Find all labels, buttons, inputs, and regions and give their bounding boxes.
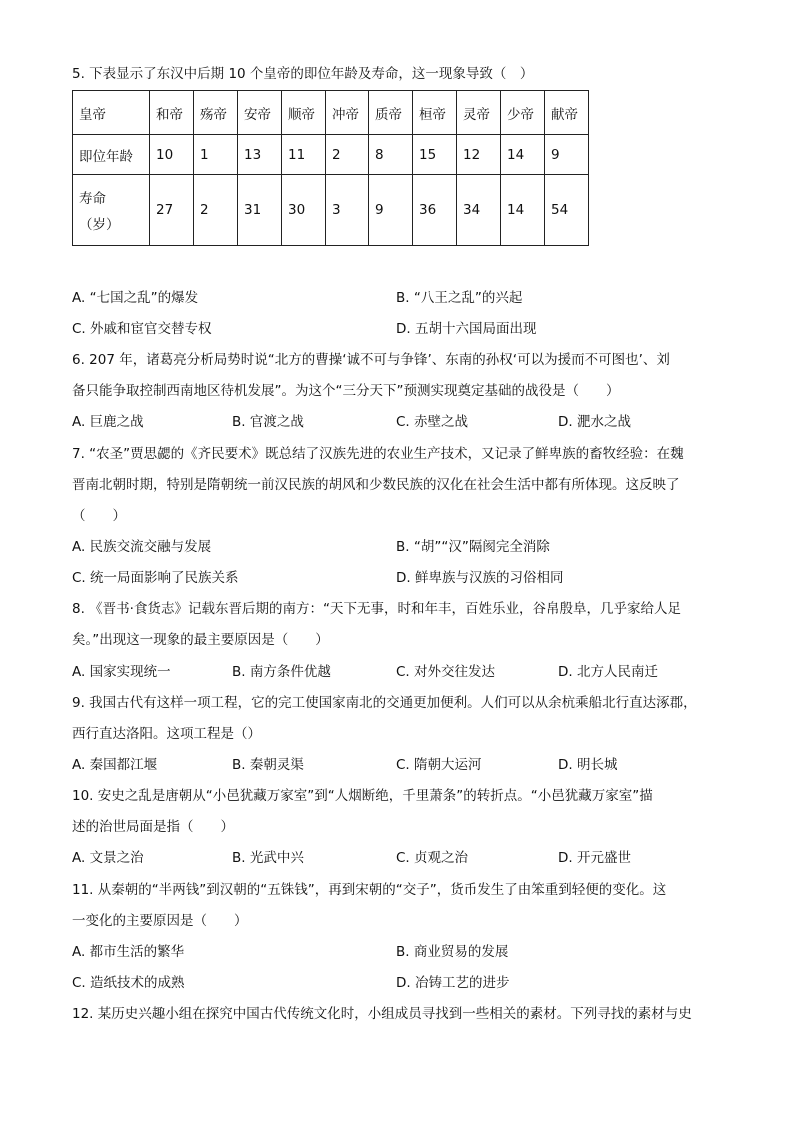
table-cell: 30	[282, 175, 326, 246]
q5-option-d[interactable]: D. 五胡十六国局面出现	[396, 321, 537, 337]
q6-option-d[interactable]: D. 淝水之战	[558, 414, 631, 430]
q6-stem-line: 备只能争取控制西南地区待机发展”。为这个“三分天下”预测实现奠定基础的战役是（ ）	[72, 383, 620, 399]
q11-option-d[interactable]: D. 冶铸工艺的进步	[396, 975, 510, 991]
table-cell: 14	[501, 135, 545, 175]
q12-stem-line: 12. 某历史兴趣小组在探究中国古代传统文化时，小组成员寻找到一些相关的素材。下列寻找的素材与史	[72, 1006, 692, 1022]
lifespan-unit-label: （岁）	[79, 217, 120, 233]
q5-option-b[interactable]: B. “八王之乱”的兴起	[396, 290, 523, 306]
q8-stem-line: 8. 《晋书·食货志》记载东晋后期的南方：“天下无事，时和年丰，百姓乐业，谷帛殷阜，几乎家给人足	[72, 601, 681, 617]
table-header-row	[73, 91, 589, 135]
q7-stem-line: （ ）	[72, 508, 126, 524]
q5-option-c[interactable]: C. 外戚和宦官交替专权	[72, 321, 212, 337]
table-cell: 15	[413, 135, 457, 175]
q6-stem-line: 6. 207 年，诸葛亮分析局势时说“北方的曹操‘诚不可与争锋’、东南的孙权‘可以为援而不可图也’、刘	[72, 352, 670, 368]
q9-option-a[interactable]: A. 秦国都江堰	[72, 757, 158, 773]
table-row-label	[73, 175, 150, 246]
table-header-cell: 顺帝	[282, 91, 326, 135]
q9-option-c[interactable]: C. 隋朝大运河	[396, 757, 482, 773]
table-header-cell: 少帝	[501, 91, 545, 135]
table-row	[73, 135, 589, 175]
q10-stem-line: 述的治世局面是指（ ）	[72, 819, 234, 835]
q8-option-c[interactable]: C. 对外交往发达	[396, 664, 496, 680]
q8-option-d[interactable]: D. 北方人民南迁	[558, 664, 658, 680]
table-cell: 10	[150, 135, 194, 175]
table-header-cell: 皇帝	[73, 91, 150, 135]
table-row	[73, 175, 589, 246]
table-cell: 14	[501, 175, 545, 246]
q11-option-c[interactable]: C. 造纸技术的成熟	[72, 975, 185, 991]
q7-option-a[interactable]: A. 民族交流交融与发展	[72, 539, 212, 555]
q5-emperor-table	[72, 90, 589, 246]
q10-option-b[interactable]: B. 光武中兴	[232, 850, 304, 866]
table-cell: 9	[369, 175, 413, 246]
table-cell: 13	[238, 135, 282, 175]
q11-option-a[interactable]: A. 都市生活的繁华	[72, 944, 185, 960]
table-cell: 27	[150, 175, 194, 246]
q5-option-a[interactable]: A. “七国之乱”的爆发	[72, 290, 199, 306]
q8-stem-line: 矣。”出现这一现象的最主要原因是（ ）	[72, 632, 329, 648]
table-cell: 34	[457, 175, 501, 246]
table-header-cell: 和帝	[150, 91, 194, 135]
q7-stem-line: 晋南北朝时期，特别是隋朝统一前汉民族的胡风和少数民族的汉化在社会生活中都有所体现。这反映了	[72, 477, 680, 493]
table-cell: 3	[326, 175, 369, 246]
table-cell: 2	[326, 135, 369, 175]
q7-option-b[interactable]: B. “胡”“汉”隔阂完全消除	[396, 539, 550, 555]
table-header-cell: 质帝	[369, 91, 413, 135]
table-header-cell: 献帝	[545, 91, 589, 135]
table-header-cell: 殇帝	[194, 91, 238, 135]
q6-option-b[interactable]: B. 官渡之战	[232, 414, 304, 430]
lifespan-label: 寿命	[79, 191, 106, 207]
q9-option-d[interactable]: D. 明长城	[558, 757, 618, 773]
table-cell: 1	[194, 135, 238, 175]
q5-stem: 5. 下表显示了东汉中后期 10 个皇帝的即位年龄及寿命，这一现象导致（ ）	[72, 66, 534, 82]
q11-option-b[interactable]: B. 商业贸易的发展	[396, 944, 509, 960]
q8-option-b[interactable]: B. 南方条件优越	[232, 664, 331, 680]
table-cell: 31	[238, 175, 282, 246]
q9-option-b[interactable]: B. 秦朝灵渠	[232, 757, 304, 773]
table-cell: 36	[413, 175, 457, 246]
q7-option-c[interactable]: C. 统一局面影响了民族关系	[72, 570, 239, 586]
q11-stem-line: 一变化的主要原因是（ ）	[72, 913, 248, 929]
q9-stem-line: 西行直达洛阳。这项工程是（）	[72, 726, 261, 742]
q9-stem-line: 9. 我国古代有这样一项工程，它的完工使国家南北的交通更加便利。人们可以从余杭乘船北行直达涿郡，	[72, 695, 697, 711]
q6-option-c[interactable]: C. 赤壁之战	[396, 414, 469, 430]
table-header-cell: 桓帝	[413, 91, 457, 135]
table-cell: 11	[282, 135, 326, 175]
q8-option-a[interactable]: A. 国家实现统一	[72, 664, 171, 680]
q7-stem-line: 7. “农圣”贾思勰的《齐民要术》既总结了汉族先进的农业生产技术，又记录了鲜卑族的畜牧经验：在魏	[72, 446, 684, 462]
q7-option-d[interactable]: D. 鲜卑族与汉族的习俗相同	[396, 570, 564, 586]
q6-option-a[interactable]: A. 巨鹿之战	[72, 414, 144, 430]
q10-stem-line: 10. 安史之乱是唐朝从“小邑犹藏万家室”到“人烟断绝，千里萧条”的转折点。“小邑犹藏万家室”描	[72, 788, 653, 804]
table-cell: 2	[194, 175, 238, 246]
q10-option-c[interactable]: C. 贞观之治	[396, 850, 469, 866]
table-header-cell: 灵帝	[457, 91, 501, 135]
table-cell: 8	[369, 135, 413, 175]
table-cell: 12	[457, 135, 501, 175]
table-header-cell: 冲帝	[326, 91, 369, 135]
table-cell: 54	[545, 175, 589, 246]
q11-stem-line: 11. 从秦朝的“半两钱”到汉朝的“五铢钱”，再到宋朝的“交子”，货币发生了由笨重到轻便的变化。这	[72, 882, 667, 898]
q10-option-a[interactable]: A. 文景之治	[72, 850, 144, 866]
table-cell: 9	[545, 135, 589, 175]
q10-option-d[interactable]: D. 开元盛世	[558, 850, 631, 866]
table-row-label: 即位年龄	[73, 135, 150, 175]
table-header-cell: 安帝	[238, 91, 282, 135]
